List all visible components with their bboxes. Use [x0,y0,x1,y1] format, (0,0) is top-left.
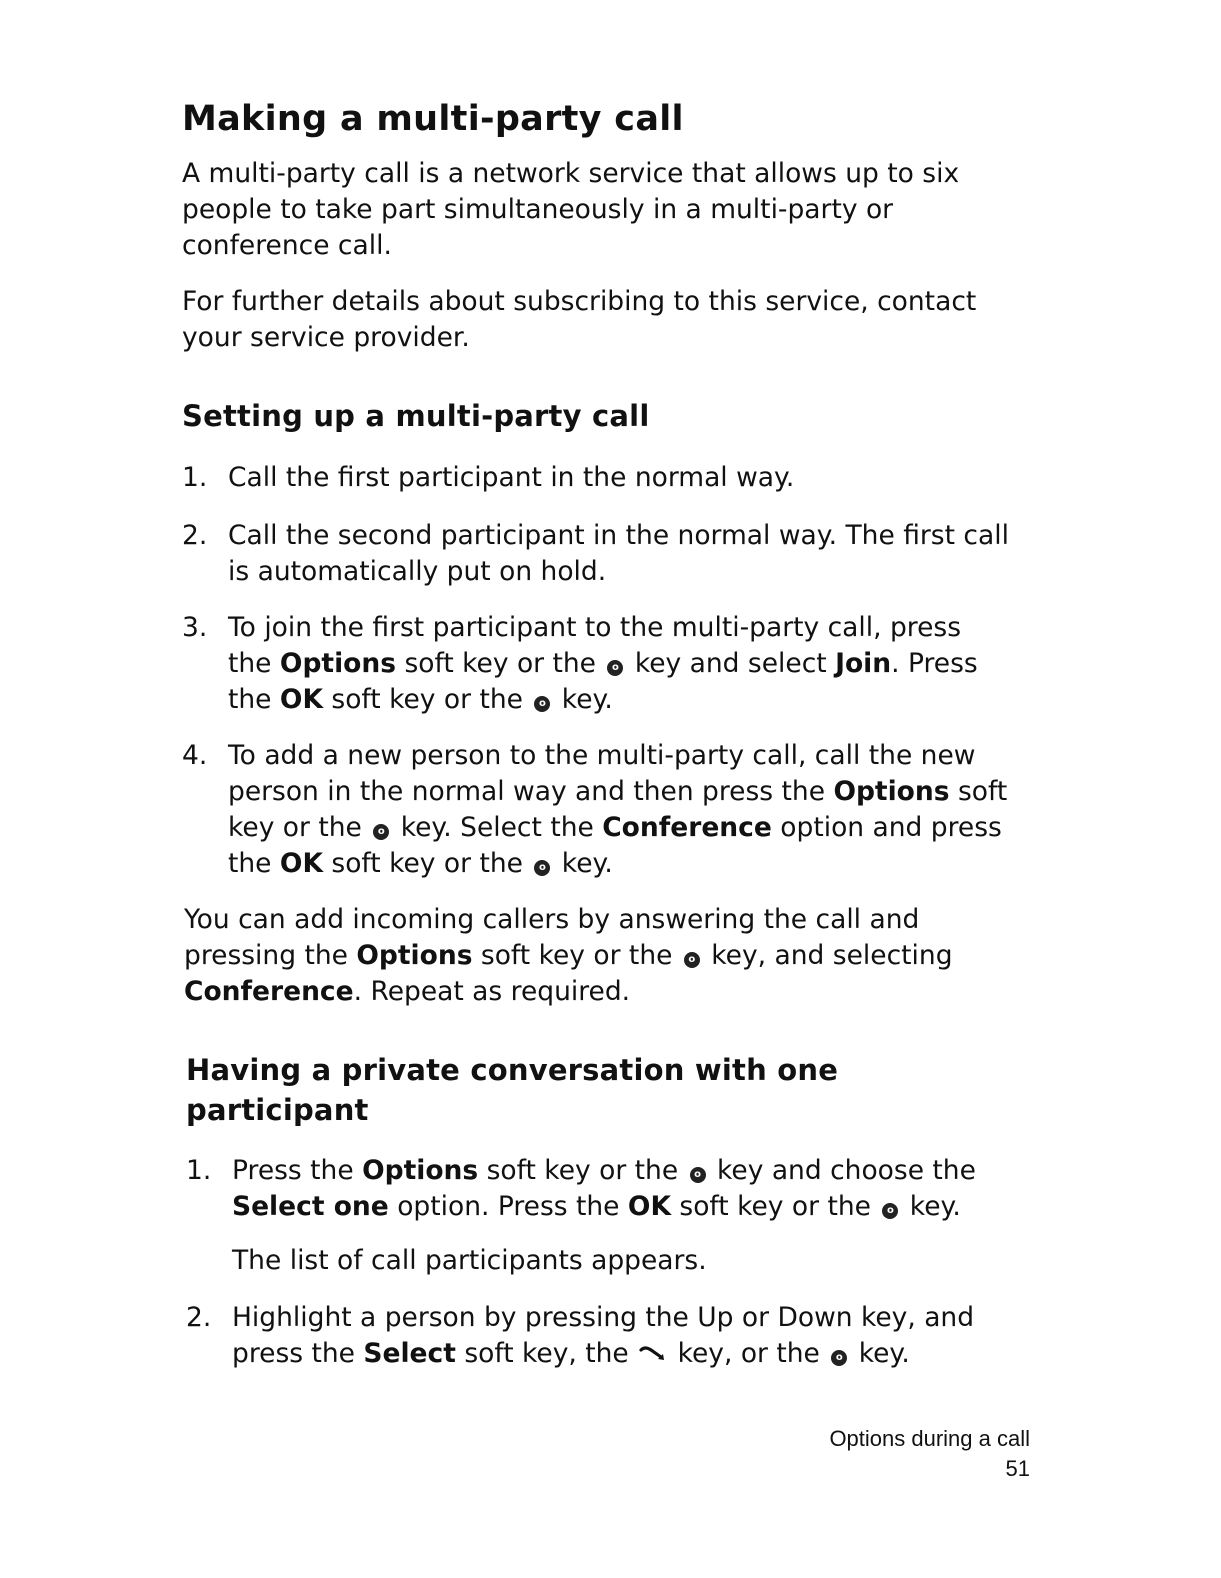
conference-label: Conference [184,976,354,1007]
ok-key-icon: o [882,1203,898,1219]
step-text-line-2: press the Select soft key, the key, or the o key. [232,1336,1072,1372]
ok-key-icon: o [684,952,700,968]
join-label: Join [835,648,892,679]
options-label: Options [362,1155,479,1186]
section-heading-private-line-1: Having a private conversation with one [186,1053,839,1087]
intro-paragraph-2 [182,284,1042,356]
ok-key-icon: o [607,660,623,676]
step-text-line-4: the OK soft key or the o key. [228,848,613,879]
step-text-line-3: the OK soft key or the o key. [228,684,613,715]
ok-key-icon: o [534,696,550,712]
step-number: 2. [186,1302,212,1333]
incoming-callers-note [184,902,1044,1010]
intro-p2-line-2: your service provider. [182,322,470,353]
intro-p1-line-3: conference call. [182,230,392,261]
section-heading-private-line-2: participant [186,1093,369,1127]
ok-key-icon: o [690,1167,706,1183]
options-label: Options [279,648,397,679]
select-one-label: Select one [232,1191,389,1222]
note-line-3: Conference. Repeat as required. [184,976,631,1007]
note-line-2: pressing the Options soft key or the o key, and selecting [184,940,953,971]
ok-key-icon: o [373,824,389,840]
section-heading-setup: Setting up a multi-party call [182,399,650,433]
step-text-line-2: Select one option. Press the OK soft key or the o key. [232,1191,961,1222]
step-text-line-1: Press the Options soft key or the o key and choose the [232,1155,976,1186]
ok-label: OK [279,684,323,715]
step-text-line-3: key or the o key. Select the Conference option and press [228,812,1002,843]
intro-p1-line-1: A multi-party call is a network service that allows up to six [182,158,960,189]
step-text-line-1: To add a new person to the multi-party call, call the new [228,740,976,771]
step-text-line-2: person in the normal way and then press the Options soft [228,776,1008,807]
select-label: Select [363,1338,456,1369]
footer-section-title: Options during a call [829,1426,1030,1451]
page-number: 51 [1005,1456,1030,1481]
step-text: Call the first participant in the normal way. [228,462,795,493]
ok-key-icon: o [831,1350,847,1366]
intro-p2-line-1: For further details about subscribing to this service, contact [182,286,977,317]
send-key-icon [639,1336,667,1372]
step-text-line-1: To join the first participant to the multi-party call, press [228,612,962,643]
intro-paragraph-1 [182,156,1042,264]
step-number: 1. [182,462,208,493]
ok-label: OK [627,1191,671,1222]
ok-label: OK [279,848,323,879]
step-number: 3. [182,612,208,643]
page-title: Making a multi-party call [182,99,684,139]
step-text-line-2: is automatically put on hold. [228,556,607,587]
conference-label: Conference [602,812,772,843]
options-label: Options [356,940,473,971]
ok-key-icon: o [534,860,550,876]
step-text-line-1: Highlight a person by pressing the Up or Down key, and [232,1302,975,1333]
note-line-1: You can add incoming callers by answering the call and [184,904,920,935]
step-number: 2. [182,520,208,551]
options-label: Options [833,776,950,807]
step-number: 4. [182,740,208,771]
step-text-line-2: the Options soft key or the o key and select Join. Press [228,648,978,679]
intro-p1-line-2: people to take part simultaneously in a multi-party or [182,194,894,225]
step-subtext: The list of call participants appears. [232,1245,707,1276]
step-number: 1. [186,1155,212,1186]
step-text-line-1: Call the second participant in the normal way. The first call [228,520,1009,551]
